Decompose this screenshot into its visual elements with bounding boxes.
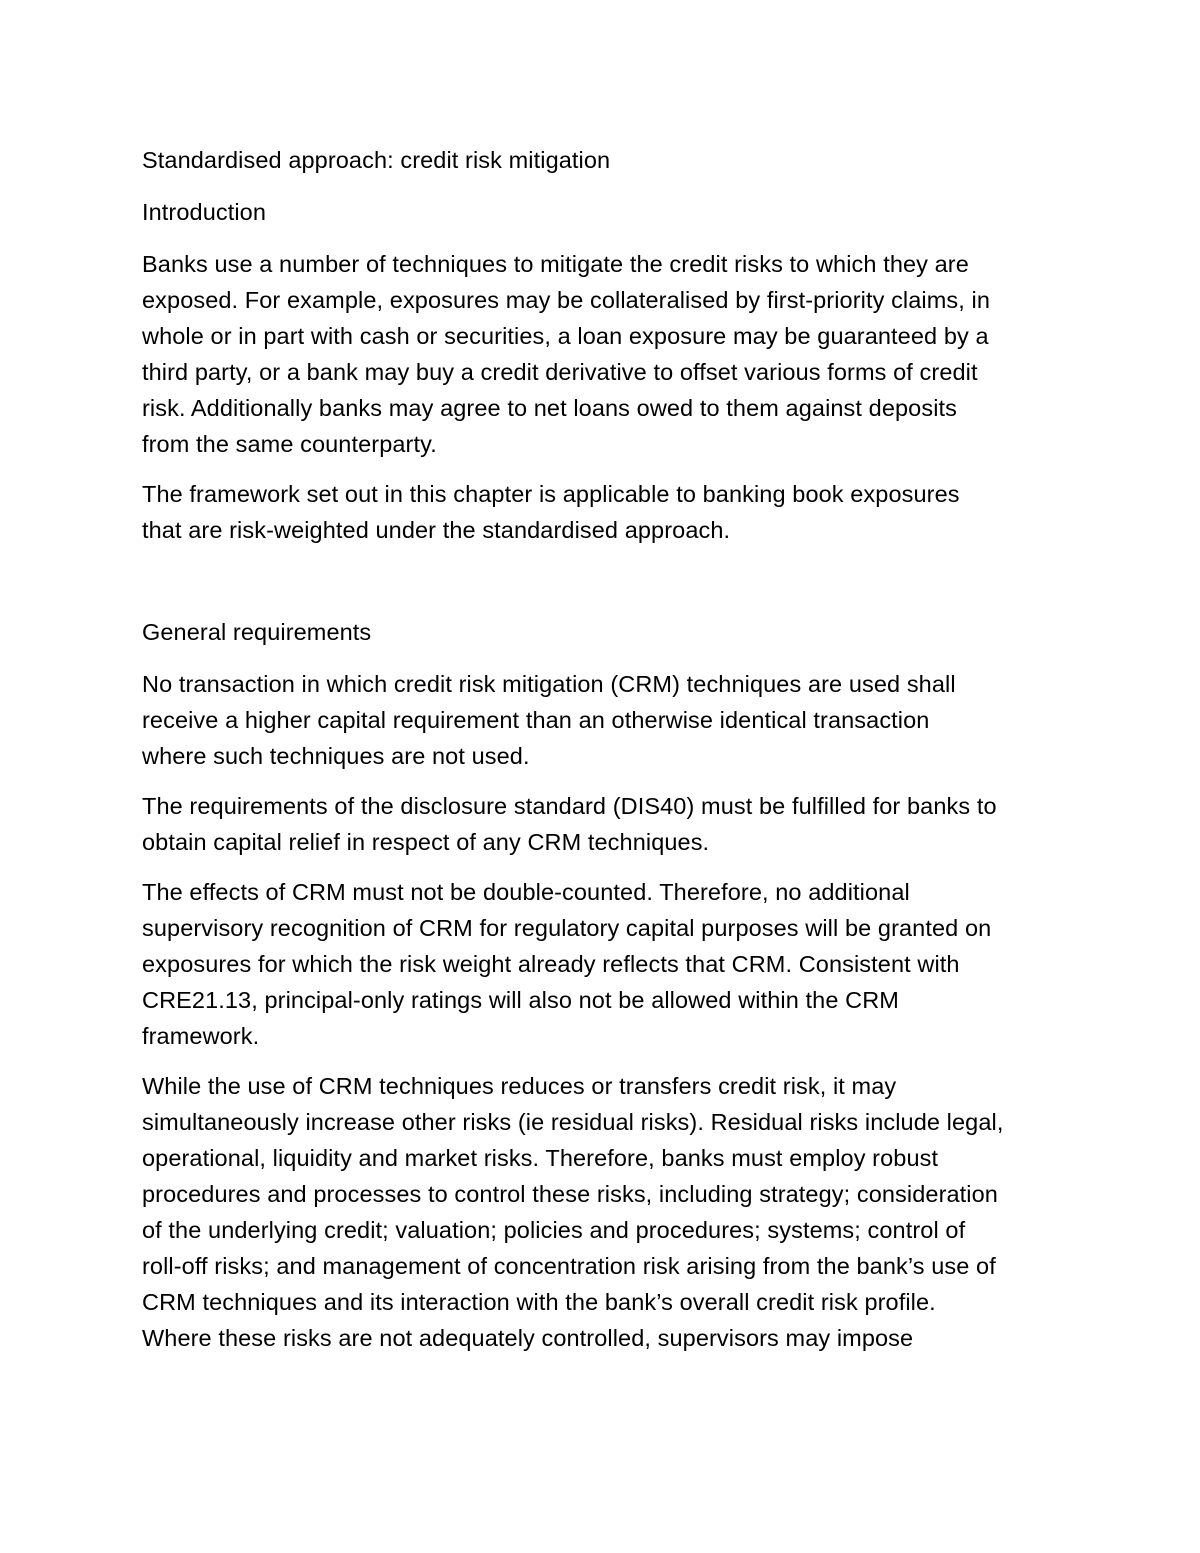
text-line: that are risk-weighted under the standardised approach.	[142, 517, 731, 543]
text-line: receive a higher capital requirement than an otherwise identical transaction	[142, 707, 930, 733]
text-line: No transaction in which credit risk mitigation (CRM) techniques are used shall	[142, 671, 956, 697]
text-line: exposed. For example, exposures may be collateralised by first-priority claims, in	[142, 287, 991, 313]
text-line: exposures for which the risk weight already reflects that CRM. Consistent with	[142, 951, 960, 977]
text-line: The effects of CRM must not be double-counted. Therefore, no additional	[142, 879, 910, 905]
text-line: operational, liquidity and market risks. Therefore, banks must employ robust	[142, 1145, 939, 1171]
text-line: The requirements of the disclosure standard (DIS40) must be fulfilled for banks to	[142, 793, 997, 819]
text-line: roll-off risks; and management of concentration risk arising from the bank’s use of	[142, 1253, 996, 1279]
blank-spacer	[142, 562, 1062, 614]
paragraph	[142, 788, 1062, 860]
text-line: The framework set out in this chapter is applicable to banking book exposures	[142, 481, 960, 507]
text-line: Banks use a number of techniques to mitigate the credit risks to which they are	[142, 251, 969, 277]
text-line: whole or in part with cash or securities, a loan exposure may be guaranteed by a	[142, 323, 989, 349]
text-line: supervisory recognition of CRM for regulatory capital purposes will be granted on	[142, 915, 992, 941]
text-line: While the use of CRM techniques reduces or transfers credit risk, it may	[142, 1073, 897, 1099]
text-line: procedures and processes to control these risks, including strategy; consideration	[142, 1181, 998, 1207]
paragraph	[142, 246, 1062, 462]
text-line: simultaneously increase other risks (ie residual risks). Residual risks include legal,	[142, 1109, 1004, 1135]
document-body	[142, 142, 1062, 1370]
text-line: from the same counterparty.	[142, 431, 437, 457]
text-line: Where these risks are not adequately controlled, supervisors may impose	[142, 1325, 914, 1351]
text-line: third party, or a bank may buy a credit derivative to offset various forms of credit	[142, 359, 978, 385]
document-title: Standardised approach: credit risk mitigation	[142, 147, 611, 173]
text-line: of the underlying credit; valuation; policies and procedures; systems; control of	[142, 1217, 966, 1243]
paragraph	[142, 476, 1062, 548]
introduction-heading: Introduction	[142, 199, 267, 225]
paragraph	[142, 666, 1062, 774]
text-line: where such techniques are not used.	[142, 743, 530, 769]
text-line: risk. Additionally banks may agree to net loans owed to them against deposits	[142, 395, 957, 421]
text-line: obtain capital relief in respect of any CRM techniques.	[142, 829, 710, 855]
general-requirements-heading: General requirements	[142, 619, 372, 645]
text-line: CRE21.13, principal-only ratings will also not be allowed within the CRM	[142, 987, 899, 1013]
paragraph	[142, 1068, 1062, 1356]
text-line: framework.	[142, 1023, 260, 1049]
paragraph	[142, 874, 1062, 1054]
text-line: CRM techniques and its interaction with the bank’s overall credit risk profile.	[142, 1289, 936, 1315]
